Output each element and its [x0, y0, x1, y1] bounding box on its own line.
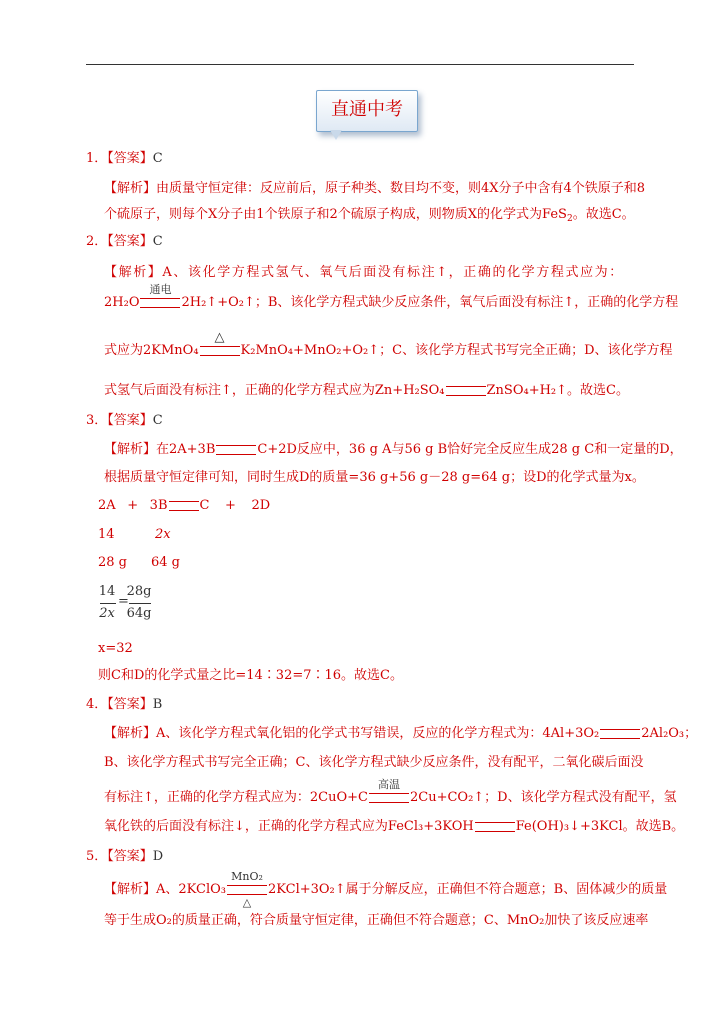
- q5-analysis-line1: 【解析】A、2KClO₃ MnO₂ △ 2KCl+3O₂↑属于分解反应，正确但不符合题意；B、固体减少的质量: [104, 869, 668, 909]
- equation-sign: [169, 501, 199, 511]
- q3-answer: 3．【答案】C: [86, 413, 163, 428]
- equation-sign: [216, 445, 256, 455]
- header-rule: [86, 64, 634, 65]
- equation-sign: MnO₂ △: [227, 885, 267, 895]
- q2-analysis-line4: 式氢气后面没有标注↑，正确的化学方程式应为Zn+H₂SO₄ ZnSO₄+H₂↑。故选C。: [104, 383, 629, 398]
- q5-analysis-line2: 等于生成O₂的质量正确，符合质量守恒定律，正确但不符合题意；C、MnO₂加快了该反应速率: [104, 913, 649, 928]
- q2-answer: 2．【答案】C: [86, 234, 163, 249]
- equation-sign: [475, 822, 515, 832]
- q3-calc-row2-b: 2x: [155, 527, 171, 542]
- q4-analysis-line1: 【解析】A、该化学方程式氧化铝的化学式书写错误，反应的化学方程式为：4Al+3O₂ 2Al₂O₃；: [104, 726, 698, 741]
- section-title: 直通中考: [316, 90, 418, 132]
- q3-calc-row1: 2A + 3B C + 2D: [98, 498, 271, 513]
- equation-sign: 通电: [140, 298, 180, 308]
- q2-analysis-line1: 【解析】A、该化学方程式氢气、氧气后面没有标注↑，正确的化学方程式应为：: [104, 265, 624, 280]
- q5-answer: 5．【答案】D: [86, 849, 164, 864]
- q3-analysis-line2: 根据质量守恒定律可知，同时生成D的质量=36 g+56 g－28 g=64 g；设D的化学式量为x。: [104, 470, 645, 485]
- q3-calc-row3: 28 g: [98, 555, 127, 570]
- q3-conclusion: 则C和D的化学式量之比=14∶32=7∶16。故选C。: [98, 668, 403, 683]
- equation-sign: [446, 386, 486, 396]
- q3-analysis-line1: 【解析】在2A+3B C+2D反应中，36 g A与56 g B恰好完全反应生成28 g C和一定量的D，: [104, 442, 683, 457]
- q1-answer: 1．【答案】C: [86, 151, 163, 166]
- equation-sign: △: [200, 346, 240, 356]
- q3-calc-row3-b: 64 g: [151, 555, 180, 570]
- equation-sign: 高温: [369, 793, 409, 803]
- q4-analysis-line3: 有标注↑，正确的化学方程式应为：2CuO+C 高温 2Cu+CO₂↑；D、该化学方程式没有配平，氢: [104, 777, 677, 805]
- title-callout-tail: [330, 130, 342, 140]
- q3-x-value: x=32: [98, 641, 133, 656]
- q4-analysis-line4: 氧化铁的后面没有标注↓，正确的化学方程式应为FeCl₃+3KOH Fe(OH)₃↓+3KCl。故选B。: [104, 819, 685, 834]
- q3-calc-row2: 14: [98, 527, 115, 542]
- q1-analysis-line2: 个硫原子，则每个X分子由1个铁原子和2个硫原子构成，则物质X的化学式为FeS$_2$。故选C。: [104, 207, 635, 224]
- q3-proportion: 14 2x = 28g 64g: [98, 584, 152, 621]
- q4-analysis-line2: B、该化学方程式书写完全正确；C、该化学方程式缺少反应条件，没有配平，二氧化碳后面没: [104, 755, 644, 770]
- q2-analysis-line2: 2H₂O 通电 2H₂↑+O₂↑；B、该化学方程式缺少反应条件，氧气后面没有标注↑，正确的化学方程: [104, 282, 679, 310]
- equation-sign: [600, 729, 640, 739]
- q1-analysis-line1: 【解析】由质量守恒定律：反应前后，原子种类、数目均不变，则4X分子中含有4个铁原子和8: [104, 181, 646, 196]
- q4-answer: 4．【答案】B: [86, 697, 163, 712]
- q2-analysis-line3: 式应为2KMnO₄ △ K₂MnO₄+MnO₂+O₂↑；C、该化学方程式书写完全正确；D、该化学方程: [104, 329, 673, 358]
